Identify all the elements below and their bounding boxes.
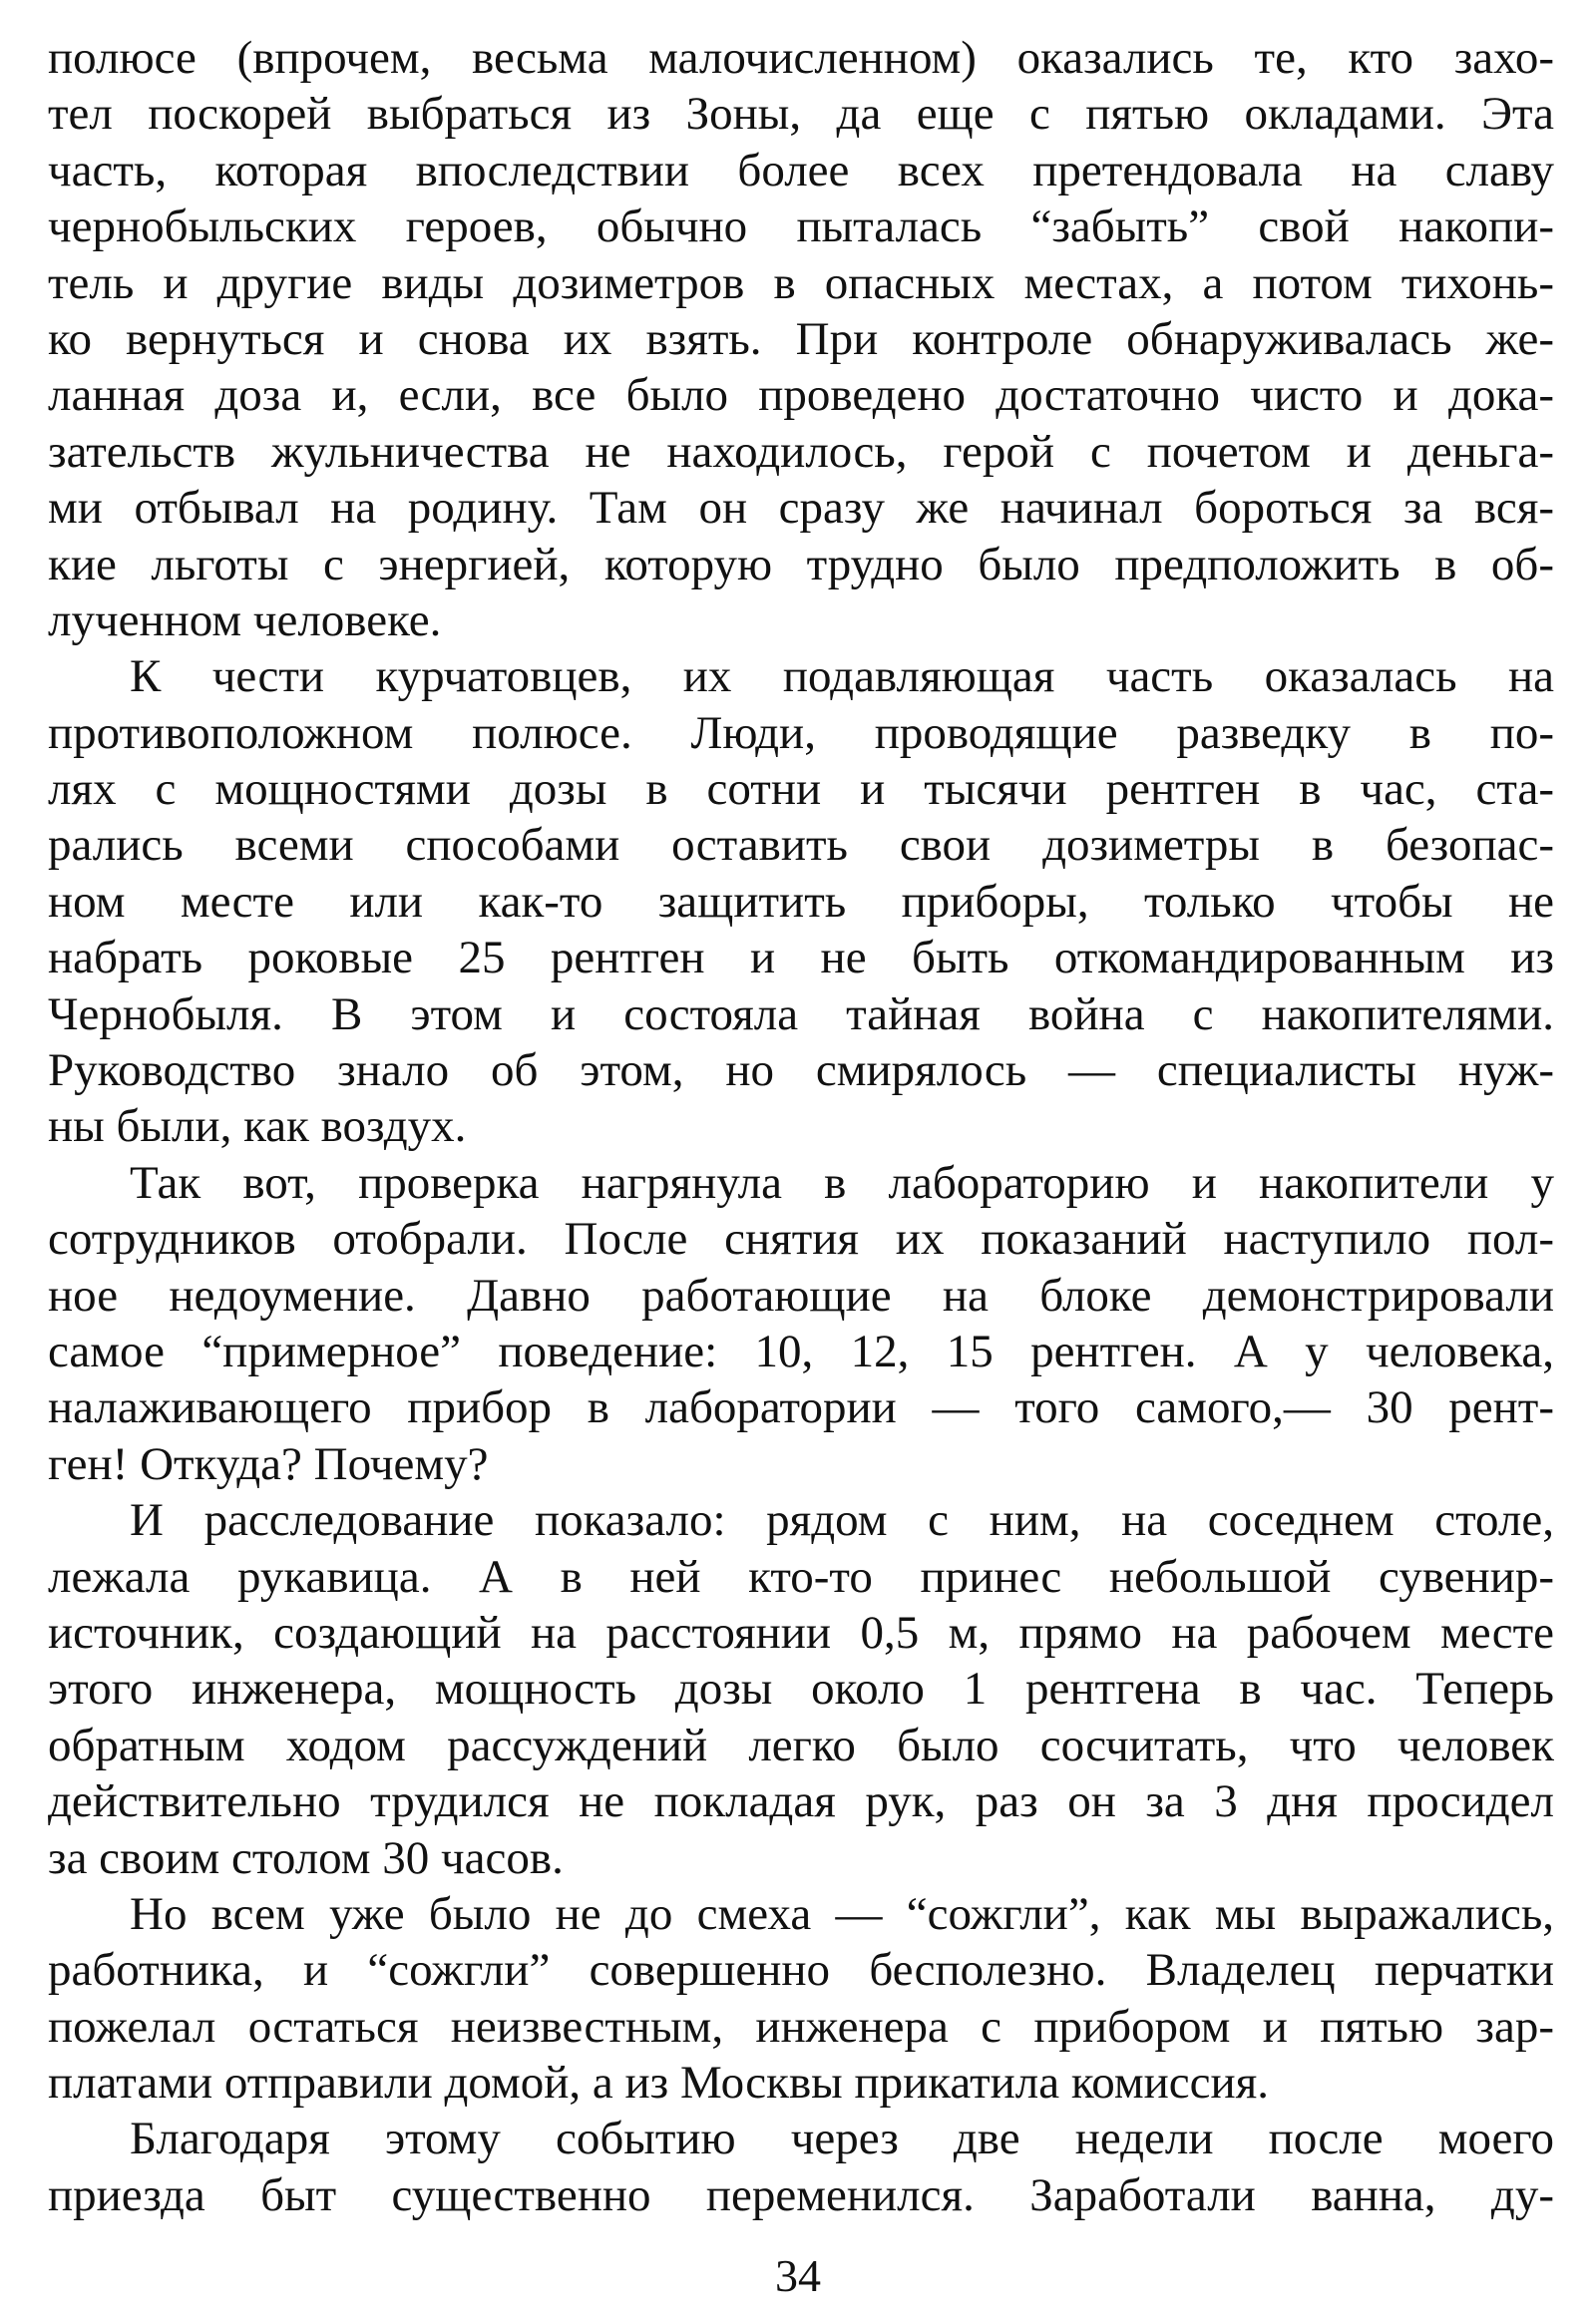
text-line: этого инженера, мощность дозы около 1 рентгена в час. Теперь xyxy=(48,1663,1554,1716)
paragraph-start-line: К чести курчатовцев, их подавляющая часть оказалась на xyxy=(130,650,1554,703)
text-line: обратным ходом рассуждений легко было сосчитать, что человек xyxy=(48,1719,1554,1771)
paragraph-start-line: Но всем уже было не до смеха — “сожгли”, как мы выражались, xyxy=(130,1887,1554,1940)
text-line: лях с мощностями дозы в сотни и тысячи рентген в час, ста- xyxy=(48,763,1554,816)
text-line: платами отправили домой, а из Москвы прикатила комиссия. xyxy=(48,2057,1270,2110)
text-line: за своим столом 30 часов. xyxy=(48,1831,564,1884)
text-line: ко вернуться и снова их взять. При контроле обнаруживалась же- xyxy=(48,312,1554,365)
paragraph-start-line: Так вот, проверка нагрянула в лабораторию и накопители у xyxy=(130,1156,1554,1209)
text-line: ми отбывал на родину. Там он сразу же начинал бороться за вся- xyxy=(48,482,1554,535)
text-line: Чернобыля. В этом и состояла тайная война с накопителями. xyxy=(48,987,1554,1040)
text-line: полюсе (впрочем, весьма малочисленном) оказались те, кто захо- xyxy=(48,32,1554,84)
text-line: чернобыльских героев, обычно пыталась “забыть” свой накопи- xyxy=(48,200,1554,253)
text-line: Руководство знало об этом, но смирялось — специалисты нуж- xyxy=(48,1044,1554,1097)
text-line: ланная доза и, если, все было проведено достаточно чисто и дока- xyxy=(48,369,1554,422)
text-line: самое “примерное” поведение: 10, 12, 15 рентген. А у человека, xyxy=(48,1325,1554,1377)
text-line: противоположном полюсе. Люди, проводящие разведку в по- xyxy=(48,706,1554,759)
page-body xyxy=(48,30,1554,2223)
paragraph-start-line: И расследование показало: рядом с ним, на соседнем столе, xyxy=(130,1494,1554,1547)
text-line: действительно трудился не покладая рук, раз он за 3 дня просидел xyxy=(48,1775,1554,1828)
text-line: ны были, как воздух. xyxy=(48,1100,467,1153)
text-line: тел поскорей выбраться из Зоны, да еще с пятью окладами. Эта xyxy=(48,88,1554,141)
text-line: лежала рукавица. А в ней кто-то принес небольшой сувенир- xyxy=(48,1550,1554,1603)
text-line: ное недоумение. Давно работающие на блоке демонстрировали xyxy=(48,1269,1554,1322)
text-line: работника, и “сожгли” совершенно бесполезно. Владелец перчатки xyxy=(48,1944,1554,1997)
text-line: часть, которая впоследствии более всех претендовала на славу xyxy=(48,144,1554,196)
text-line: лученном человеке. xyxy=(48,593,442,646)
text-line: пожелал остаться неизвестным, инженера с прибором и пятью зар- xyxy=(48,2000,1554,2053)
text-line: источник, создающий на расстоянии 0,5 м, прямо на рабочем месте xyxy=(48,1606,1554,1659)
text-line: налаживающего прибор в лаборатории — того самого,— 30 рент- xyxy=(48,1381,1554,1434)
text-line: ном месте или как-то защитить приборы, только чтобы не xyxy=(48,875,1554,928)
text-line: кие льготы с энергией, которую трудно было предположить в об- xyxy=(48,538,1554,590)
text-line: ген! Откуда? Почему? xyxy=(48,1437,489,1490)
text-line: приезда быт существенно переменился. Заработали ванна, ду- xyxy=(48,2168,1554,2221)
text-line: рались всеми способами оставить свои дозиметры в безопас- xyxy=(48,819,1554,872)
text-line: тель и другие виды дозиметров в опасных местах, а потом тихонь- xyxy=(48,256,1554,309)
text-line: набрать роковые 25 рентген и не быть откомандированным из xyxy=(48,932,1554,984)
page-number: 34 xyxy=(775,2250,821,2301)
text-line: сотрудников отобрали. После снятия их показаний наступило пол- xyxy=(48,1213,1554,1266)
text-line: зательств жульничества не находилось, герой с почетом и деньга- xyxy=(48,425,1554,478)
paragraph-start-line: Благодаря этому событию через две недели после моего xyxy=(130,2113,1554,2165)
